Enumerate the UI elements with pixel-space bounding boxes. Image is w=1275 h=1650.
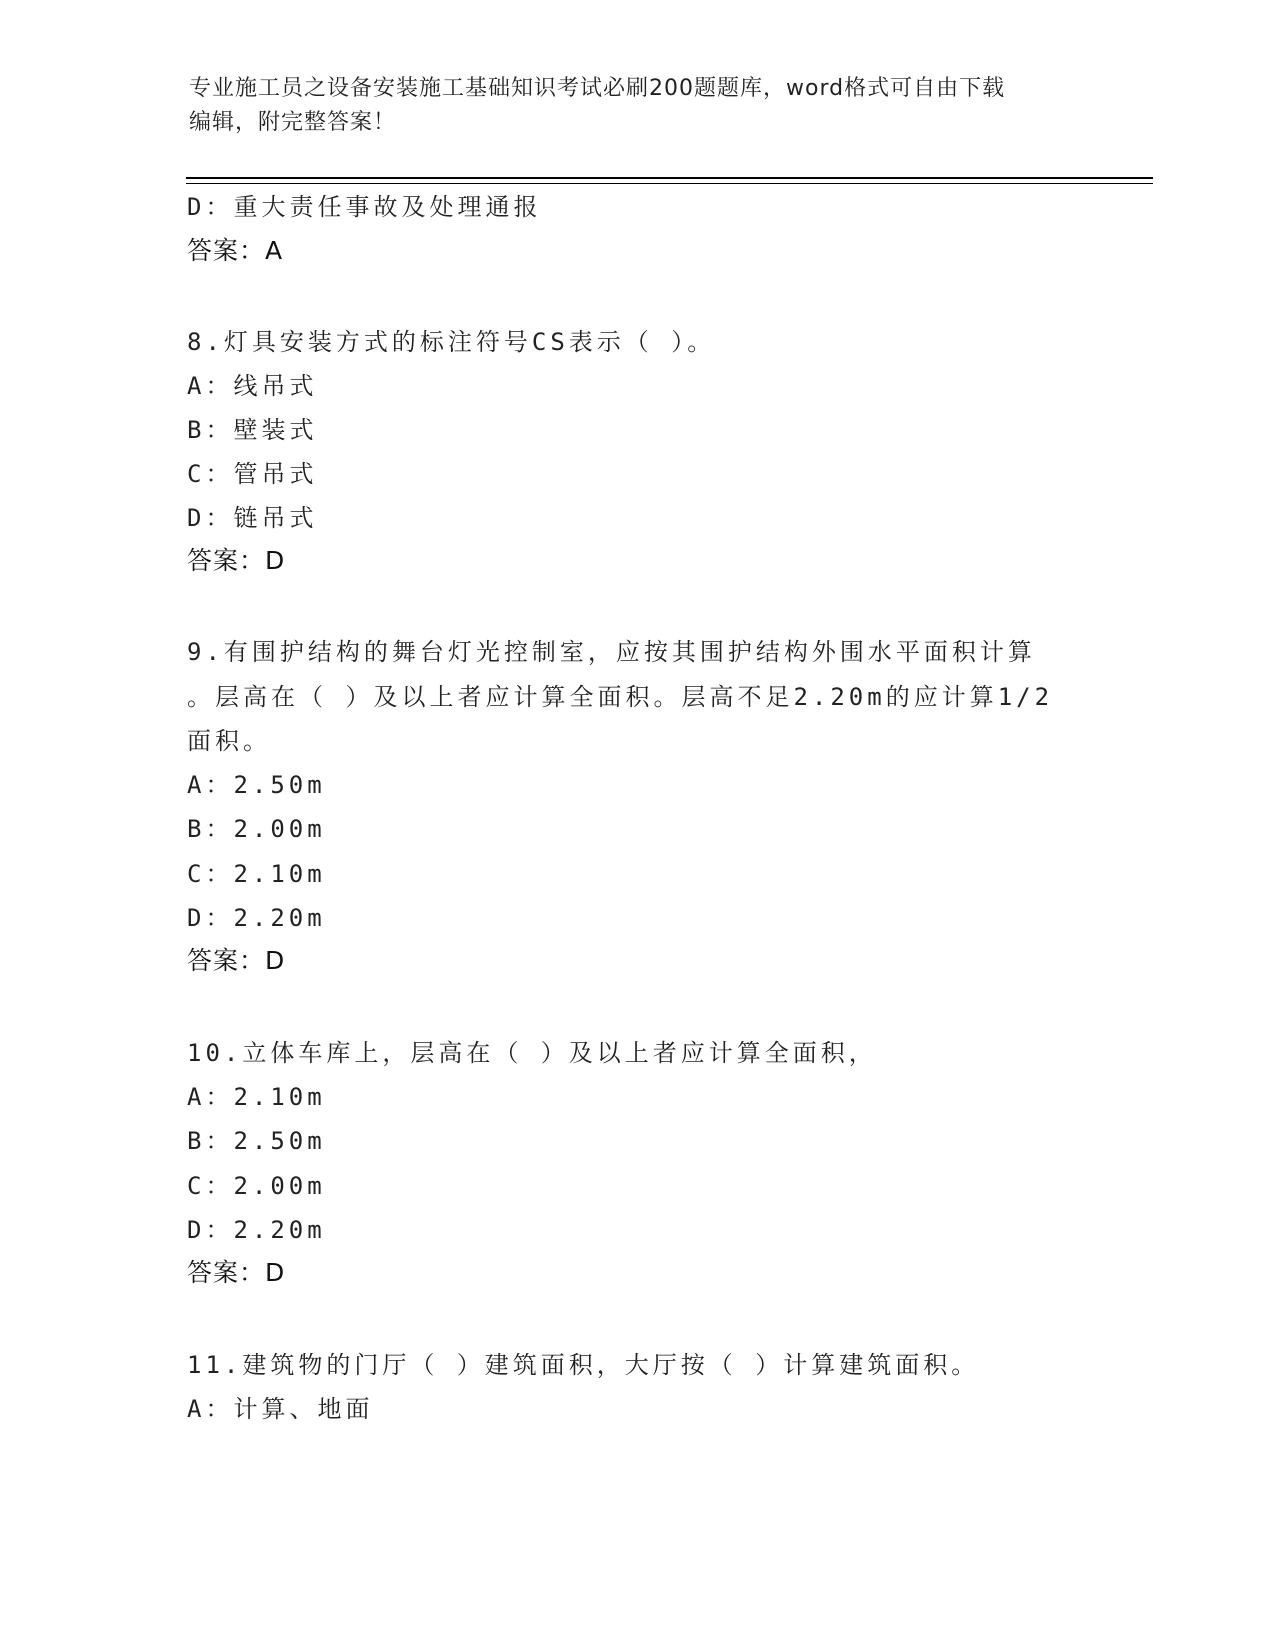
q9-stem-line2: 。层高在（ ）及以上者应计算全面积。层高不足2.20m的应计算1/2 — [187, 683, 1054, 711]
header-divider-thin — [186, 183, 1153, 184]
q9-stem-line3: 面积。 — [187, 727, 271, 755]
q8-stem: 8.灯具安装方式的标注符号CS表示（ ）。 — [187, 328, 716, 356]
q9-option-b: B：2.00m — [187, 815, 326, 843]
header-divider-thick — [186, 177, 1153, 179]
q9-stem-line1: 9.有围护结构的舞台灯光控制室，应按其围护结构外围水平面积计算 — [187, 638, 1036, 666]
q10-option-b: B：2.50m — [187, 1127, 326, 1155]
document-header — [189, 72, 1069, 140]
q8-option-b: B：壁装式 — [187, 416, 318, 444]
q8-option-d: D：链吊式 — [187, 504, 318, 532]
q8-option-c: C：管吊式 — [187, 460, 318, 488]
q8-answer: 答案：D — [187, 546, 286, 575]
q9-option-a: A：2.50m — [187, 771, 326, 799]
q11-option-a: A：计算、地面 — [187, 1395, 374, 1423]
q10-stem: 10.立体车库上，层高在（ ）及以上者应计算全面积， — [187, 1039, 877, 1067]
q7-option-d: D：重大责任事故及处理通报 — [187, 193, 542, 221]
q11-stem: 11.建筑物的门厅（ ）建筑面积，大厅按（ ）计算建筑面积。 — [187, 1351, 980, 1379]
q10-answer: 答案：D — [187, 1258, 286, 1287]
q10-option-c: C：2.00m — [187, 1172, 326, 1200]
q7-answer: 答案：A — [187, 236, 284, 265]
q10-option-d: D：2.20m — [187, 1216, 326, 1244]
q9-option-c: C：2.10m — [187, 860, 326, 888]
q9-option-d: D：2.20m — [187, 904, 326, 932]
q9-answer: 答案：D — [187, 946, 286, 975]
q10-option-a: A：2.10m — [187, 1083, 326, 1111]
header-title-line2: 编辑，附完整答案！ — [189, 110, 397, 135]
header-title-line1: 专业施工员之设备安装施工基础知识考试必刷200题题库，word格式可自由下载 — [189, 76, 1006, 101]
q8-option-a: A：线吊式 — [187, 372, 318, 400]
